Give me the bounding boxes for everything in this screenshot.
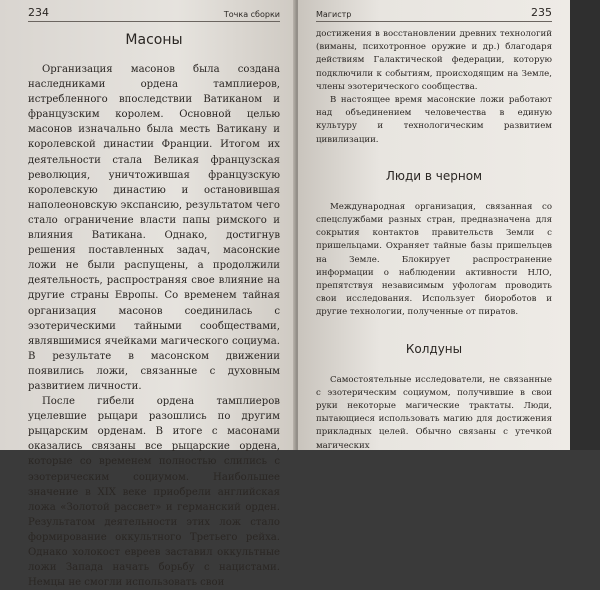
left-running-title: Точка сборки [223,10,280,19]
left-page-number: 234 [28,6,49,19]
paragraph: После гибели ордена тамплиеров уцелевшие рыцари разошлись по другим рыцарским орденам. В итоге с масонами оказались связаны все рыцарские ордена, которые со временем полностью слились с эзотерическим социумом. Наибольшее значение в XIX веке приобрели английская ложа «Золотой рассвет» и германский орден. Результатом деятельности этих лож стало формирование оккультного Третьего рейха. Однако холокост евреев заставил оккультные ложи Запада начать борьбу с нацистами. Немцы не смогли использовать свои [28,396,280,589]
left-running-head [28,6,280,22]
right-running-title: Магистр [316,10,352,19]
paragraph: В настоящее время масонские ложи работают над объединением человечества в единую культуру и технологическим развитием цивилизации. [316,95,552,145]
paragraph: Самостоятельные исследователи, не связанные с эзотерическим социумом, получившие в свои руки некоторые магические трактаты. Люди, пытающиеся использовать магию для достижения прикладных целей. Обычно связаны с утечкой магических [316,374,552,451]
right-page-number: 235 [531,6,552,19]
heading-men-in-black: Люди в черном [385,168,483,183]
heading-sorcerers: Колдуны [405,341,463,356]
background-edge [570,0,600,450]
right-page [298,0,570,450]
continuation-text: достижения в восстановлении древних технологий (виманы, психотронное оружие и др.) благодаря действиям Галактической федерации, которую подключили к событиям, происходящим на Земле, члены эзотерического сообщества. [316,29,552,92]
left-page [0,0,296,589]
heading-masons: Масоны [125,32,183,48]
right-running-head [316,6,552,22]
paragraph: Организация масонов была создана наследниками ордена тамплиеров, истребленного впоследствии Ватиканом и французским королем. Основной целью масонов изначально была месть Ватикану и королевской династии Франции. Итогом их деятельности стала Великая французская революция, уничтожившая французскую королевскую династию и остановившая наполеоновскую экспансию, результатом чего стало ограничение власти папы римского и влияния Ватикана. Однако, достигнув решения поставленных задач, масонские ложи не были распущены, а продолжили деятельность, распространяя свое влияние на другие страны Европы. Со временем тайная организация масонов соединилась с эзотерическими тайными сообществами, являвшимися ячейками магического социума. В результате в масонском движении появились ложи, связанные с духовным развитием личности. [28,64,280,392]
paragraph: Международная организация, связанная со спецслужбами разных стран, предназначена для сокрытия контактов правительств Земли с пришельцами. Охраняет тайные базы пришельцев на Земле. Блокирует распространение информации о наблюдении активности НЛО, препятствуя независимым уфологам проводить свои исследования. Использует биороботов и другие технологии, полученные от пиратов. [316,201,552,318]
